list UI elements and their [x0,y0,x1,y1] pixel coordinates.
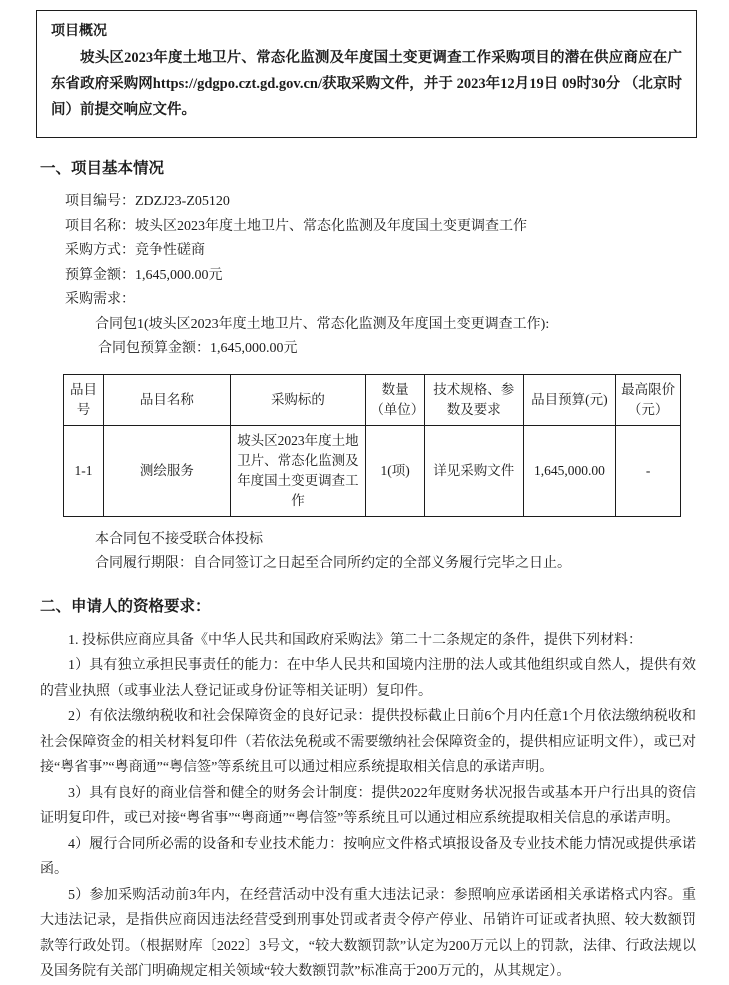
requirement-item-1: 1）具有独立承担民事责任的能力：在中华人民共和国境内注册的法人或其他组织或自然人，提供有效的营业执照（或事业法人登记证或身份证等相关证明）复印件。 [40,658,696,699]
field-procurement-method: 采购方式：竞争性磋商 [65,243,205,258]
table-row [64,425,681,516]
project-overview-box [36,10,697,138]
overview-body: 坡头区2023年度土地卫片、常态化监测及年度国土变更调查工作采购项目的潜在供应商应在广东省政府采购网https://gdgpo.czt.gd.gov.cn/获取采购文件，并于 2023年12月19日 09时30分 （北京时间）前提交响应文件。 [51,50,682,118]
header-budget: 品目预算(元) [523,374,616,425]
header-max-price: 最高限价（元） [616,374,681,425]
requirement-item-4: 4）履行合同所必需的设备和专业技术能力：按响应文件格式填报设备及专业技术能力情况或提供承诺函。 [40,836,696,877]
header-item-name: 品目名称 [104,374,230,425]
field-procurement-demand: 采购需求： [65,292,135,307]
header-target: 采购标的 [230,374,366,425]
cell-spec: 详见采购文件 [424,425,523,516]
field-project-name: 项目名称：坡头区2023年度土地卫片、常态化监测及年度国土变更调查工作 [65,218,527,234]
field-budget-amount: 预算金额：1,645,000.00元 [65,267,223,283]
field-project-number: 项目编号：ZDZJ23-Z05120 [65,194,230,209]
cell-max-price: - [616,425,681,516]
section2-heading: 二、申请人的资格要求： [40,597,211,615]
section1-heading: 一、项目基本情况 [40,160,165,177]
contract-package-budget-line: 合同包预算金额：1,645,000.00元 [98,341,298,356]
cell-item-no: 1-1 [64,425,104,516]
note-no-consortium: 本合同包不接受联合体投标 [95,531,263,547]
header-quantity: 数量（单位） [366,374,425,425]
requirement-intro: 1. 投标供应商应具备《中华人民共和国政府采购法》第二十二条规定的条件，提供下列材料： [68,632,642,648]
requirement-item-3: 3）具有良好的商业信誉和健全的财务会计制度：提供2022年度财务状况报告或基本开户行出具的资信证明复印件，或已对接“粤省事”“粤商通”“粤信签”等系统且可以通过相应系统提取相关信息的承诺声明。 [40,785,696,826]
header-item-no: 品目号 [64,374,104,425]
procurement-items-table [63,374,681,517]
table-header-row [64,374,681,425]
cell-budget: 1,645,000.00 [523,425,616,516]
cell-item-name: 测绘服务 [104,425,230,516]
cell-target: 坡头区2023年度土地卫片、常态化监测及年度国土变更调查工作 [230,425,366,516]
header-spec: 技术规格、参数及要求 [424,374,523,425]
contract-package-line: 合同包1(坡头区2023年度土地卫片、常态化监测及年度国土变更调查工作): [95,316,550,332]
cell-quantity: 1(项) [366,425,425,516]
contract-notes [40,528,696,576]
requirement-item-5: 5）参加采购活动前3年内，在经营活动中没有重大违法记录：参照响应承诺函相关承诺格式内容。重大违法记录，是指供应商因违法经营受到刑事处罚或者责令停产停业、吊销许可证或者执照、较大数额罚款等行政处罚。（根据财库〔2022〕3号文，“较大数额罚款”认定为200万元以上的罚款，法律、行政法规以及国务院有关部门明确规定相关领域“较大数额罚款”标准高于200万元的，从其规定）。 [40,887,696,979]
overview-title: 项目概况 [51,24,107,39]
note-contract-period: 合同履行期限：自合同签订之日起至合同所约定的全部义务履行完毕之日止。 [95,555,571,571]
requirement-item-2: 2）有依法缴纳税收和社会保障资金的良好记录：提供投标截止日前6个月内任意1个月依法缴纳税收和社会保障资金的相关材料复印件（若依法免税或不需要缴纳社会保障资金的，提供相应证明文件），或已对接“粤省事”“粤商通”“粤信签”等系统且可以通过相应系统提取相关信息的承诺声明。 [40,709,696,775]
